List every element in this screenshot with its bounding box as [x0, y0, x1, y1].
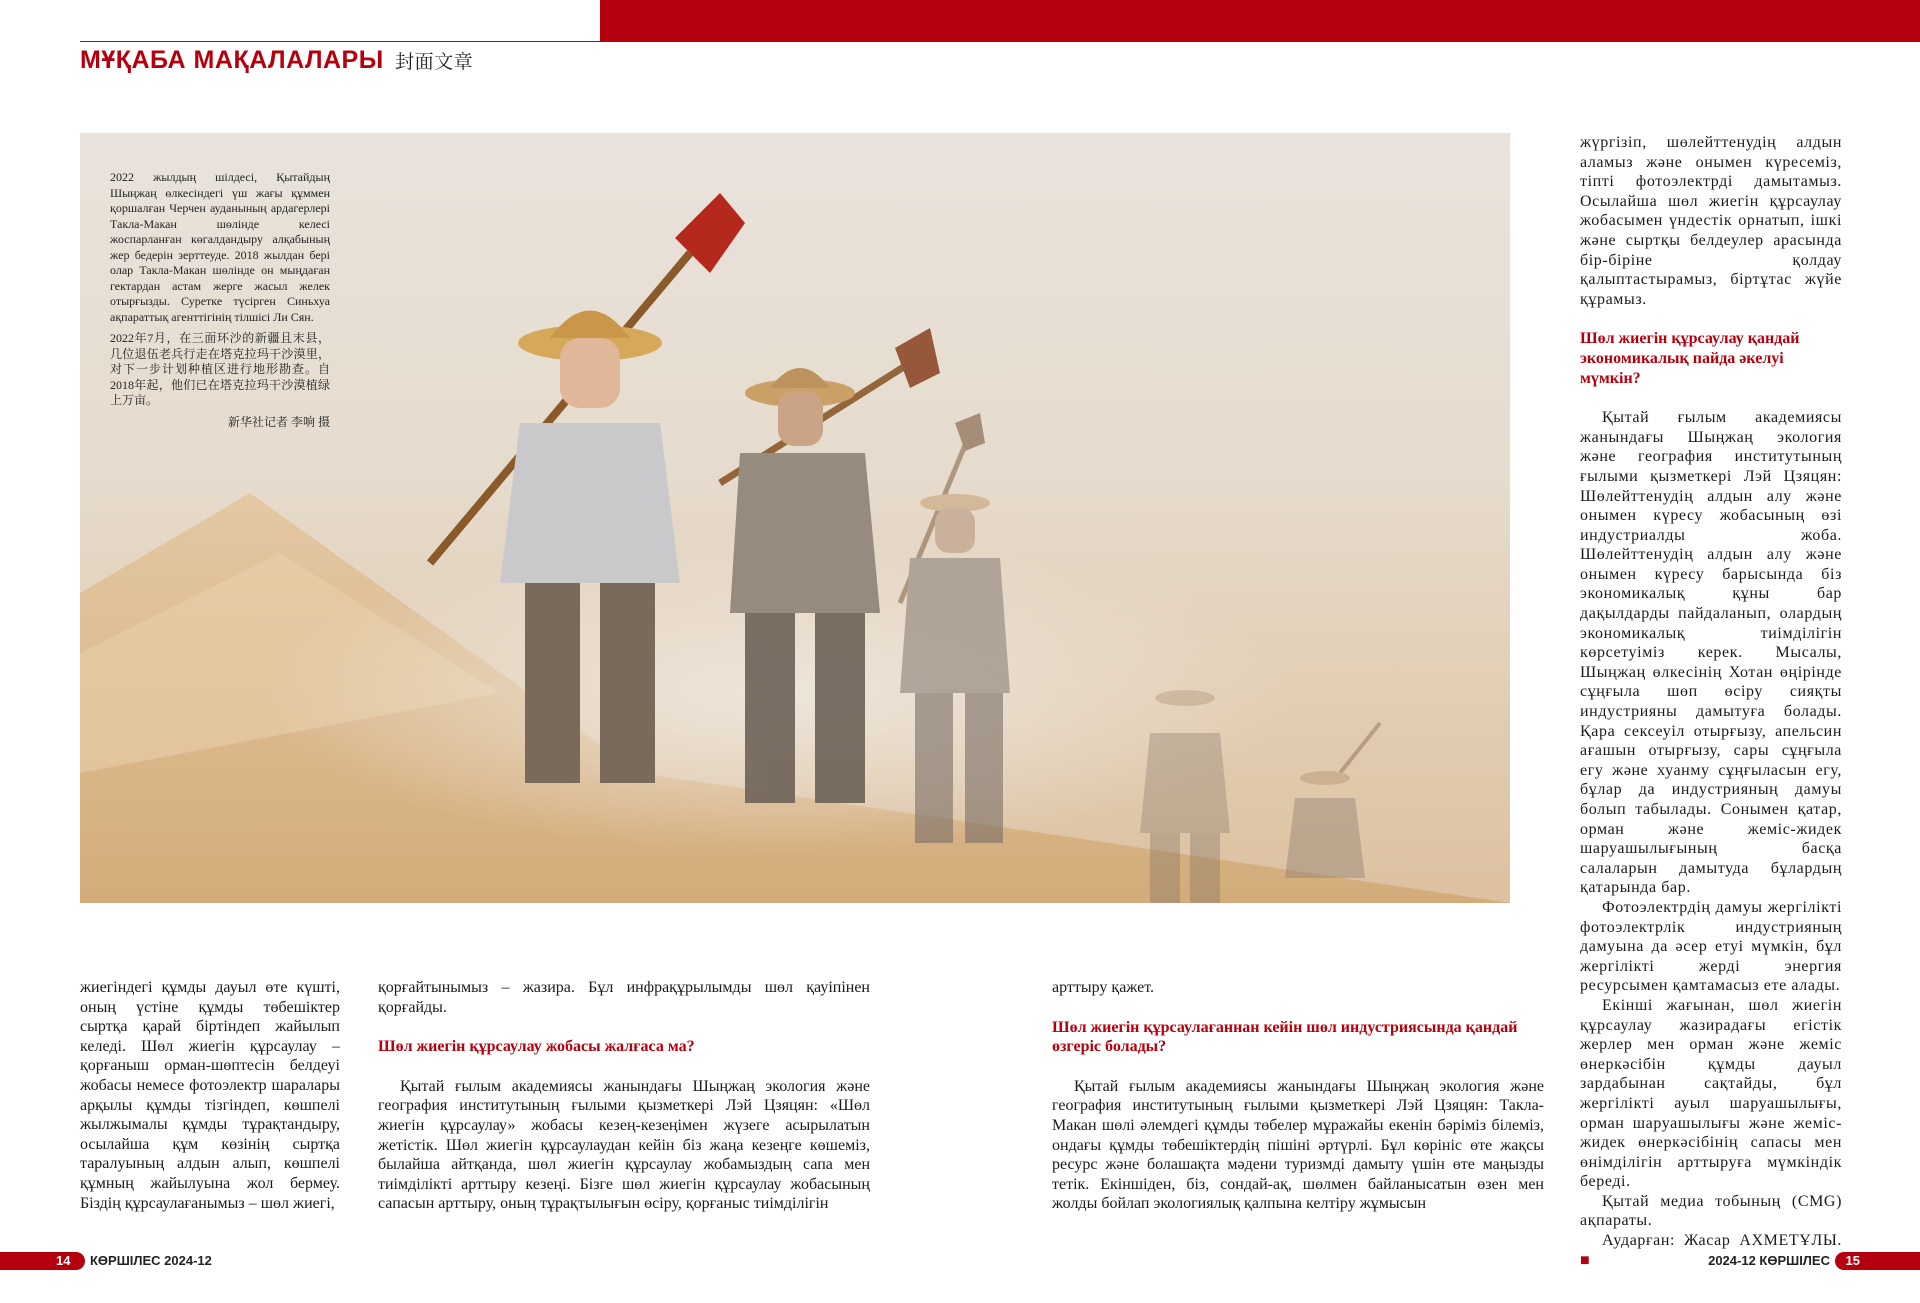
end-mark: ■	[1580, 1251, 1591, 1269]
text-column-2	[378, 978, 870, 1214]
worker-figure	[1285, 723, 1380, 878]
text-column-1	[80, 978, 340, 1213]
section-title-chinese: 封面文章	[395, 52, 474, 73]
section-heading: Шөл жиегін құрсаулау қандай экономикалық пайда әкелуі мүмкін?	[1580, 330, 1800, 387]
paragraph: Қытай ғылым академиясы жанындағы Шыңжаң экология және география институтының ғылыми қызметкері Лэй Цзяцян: Такла-Макан шөлі әлемдегі құмды төбелер мұражайы екенін бәріміз білеміз, ондағы құмды төбешіктердің пішіні әртүрлі. Бұл көрініс өте жақсы ресурс және болашақта мәдени туризмді дамыту үшін өте маңызды тетік. Екіншіден, біз, сондай-ақ, шөлмен байланысатын өзен мен жолды бойлап экологиялық қалпына келтіру жұмысын	[1052, 1077, 1544, 1213]
photo-caption	[110, 170, 330, 430]
paragraph: жүргізіп, шөлейттенудің алдын аламыз және онымен күресеміз, тіпті фотоэлектрді дамытамыз. Осылайша шөл жиегін құрсаулау жобасымен үндестік орнатып, ішкі және сыртқы белдеулер арасында бір-біріне қолдау қалыптастырамыз, біртұтас жүйе құрамыз.	[1580, 134, 1842, 308]
paragraph: Екінші жағынан, шөл жиегін құрсаулау жазирадағы егістік жерлер мен орман және жеміс өнеркәсібін құмды дауыл зардабынан сақтайды, бұл жергілікті ауыл шаруашылығы, орман шаруашылығы және жеміс-жидек өнеркәсібінің сапасы мен өнімділігін арттыруға мүмкіндік береді.	[1580, 996, 1842, 1191]
page-number-left: 14	[56, 1253, 71, 1268]
footer-left-tab	[0, 1252, 85, 1270]
translator-credit: Аударған: Жасар АХМЕТҰЛЫ.	[1602, 1232, 1842, 1250]
section-heading: Шөл жиегін құрсаулау жобасы жалғаса ма?	[378, 1038, 695, 1056]
section-title	[80, 46, 473, 75]
paragraph: Қытай медиа тобының (CMG) ақпараты.	[1580, 1192, 1842, 1230]
paragraph: арттыру қажет.	[1052, 979, 1155, 996]
caption-chinese: 2022年7月，在三面环沙的新疆且末县，几位退伍老兵行走在塔克拉玛干沙漠里，对下一步计划种植区进行地形勘查。自2018年起，他们已在塔克拉玛干沙漠植绿上万亩。	[110, 331, 330, 407]
shovel-icon	[895, 328, 940, 388]
paragraph: қорғайтынымыз – жазира. Бұл инфрақұрылымды шөл қауіпінен қорғайды.	[378, 979, 870, 1016]
text-column-3	[1052, 978, 1544, 1214]
text-column-4	[1580, 133, 1842, 1270]
caption-credit: 新华社记者 李响 摄	[227, 414, 330, 429]
footer-right-text: 2024-12 КӨРШІЛЕС	[1708, 1253, 1830, 1268]
footer-left-text: КӨРШІЛЕС 2024-12	[90, 1253, 212, 1268]
paragraph: Фотоэлектрдің дамуы жергілікті фотоэлектрлік индустрияның дамуына да әсер етуі мүмкін, бұл жергілікті жерді энергия ресурсымен қамтамасыз ете алады.	[1580, 898, 1842, 995]
caption-kazakh: 2022 жылдың шілдесі, Қытайдың Шыңжаң өлкесіндегі үш жағы құммен қоршалған Черчен ауданының ардагерлері Такла-Макан шөлінде келесі жоспарланған көгалдандыру алқабының жер бедерін зерттеуде. 2018 жылдан бері олар Такла-Макан шөлінде он мыңдаған гектардан астам жерге жасыл желек отырғызды. Суретке түсірген Синьхуа ақпараттық агенттігінің тілшісі Ли Сян.	[110, 170, 330, 324]
paragraph: Қытай ғылым академиясы жанындағы Шыңжаң экология және география институтының ғылыми қызметкері Лэй Цзяцян: «Шөл жиегін құрсаулау» жобасы кезең-кезеңімен жүзеге асырылатын жетістік. Шөл жиегін құрсаулаудан кейін біз жаңа кезеңге көшеміз, былайша айтқанда, шөл жиегін құрсаулау жобамыздың сапа мен тиімділікті арттыру кезеңі. Бізге шөл жиегін құрсаулау жобасының сапасын арттыру, оның тұрақтылығын өсіру, қорғаныс тиімділігін	[378, 1077, 870, 1213]
paragraph: жиегіндегі құмды дауыл өте күшті, оның үстіне құмды төбешіктер сыртқа қарай біртіндеп жайылып келеді. Шөл жиегін құрсаулау – қорғаныш орман-шөптесін белдеуі жобасы немесе фотоэлектр шаралары арқылы құмды тізгіндеп, көшпелі жылжымалы құмды тұрақтандыру, осылайша құм көзінің сыртқа таралуының алдын алып, көшпелі құмның жайылуына жол бермеу. Біздің құрсаулағанымыз – шөл жиегі,	[80, 979, 340, 1212]
top-red-bar	[600, 0, 1920, 42]
paragraph: Қытай ғылым академиясы жанындағы Шыңжаң экология және география институтының ғылыми қызметкері Лэй Цзяцян: Шөлейттенудің алдын алу және онымен күресу жобасының өзі индустриалды жоба. Шөлейттенудің алдын алу және онымен күресу барысында біз экономикалық құны бар дақылдарды пайдаланып, олардың экономикалық тиімділігін көрсетуіміз керек. Мысалы, Шыңжаң өлкесінің Хотан өңірінде сұңғыла шөп өсіру сияқты индустрияны дамытуға болады. Қара сексеуіл отырғызу, апельсин ағашын отырғызу, сары сұңғыла егу және хуанму сұңғыласын егу, бұлар да индустрияның дамуы болып табылады. Сонымен қатар, орман және жеміс-жидек шаруашылығының басқа салаларын дамытуда бұлардың қатарында бар.	[1580, 409, 1842, 897]
page-number-right: 15	[1845, 1253, 1860, 1268]
header-rule	[80, 41, 600, 42]
section-heading: Шөл жиегін құрсаулағаннан кейін шөл индустриясында қандай өзгеріс болады?	[1052, 1018, 1518, 1056]
section-title-kazakh: МҰҚАБА МАҚАЛАЛАРЫ	[80, 46, 384, 74]
